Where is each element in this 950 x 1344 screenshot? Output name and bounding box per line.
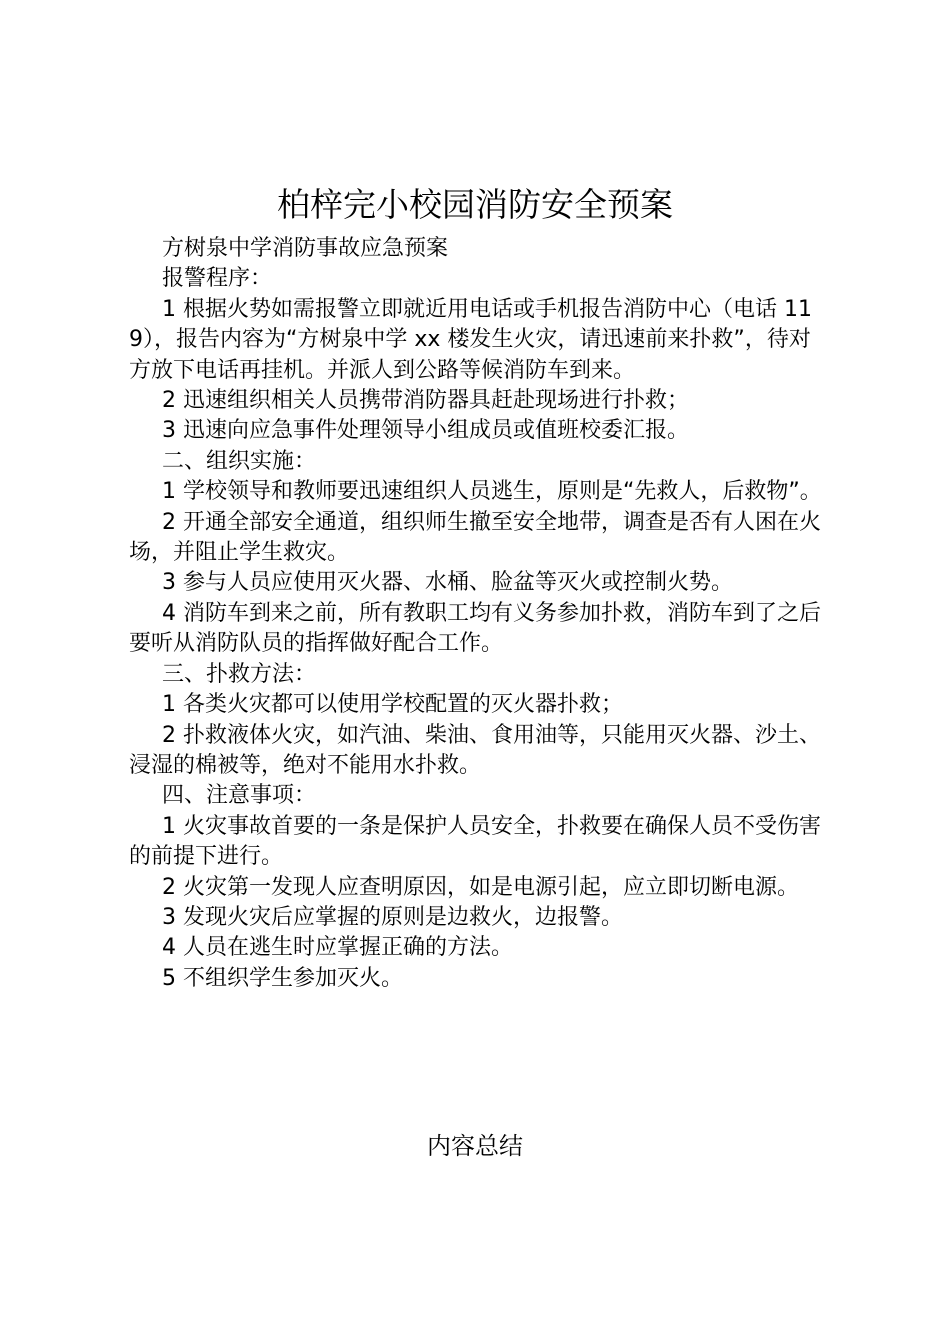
section-heading-rescue: 三、扑救方法： bbox=[162, 661, 317, 687]
document-body bbox=[129, 234, 829, 994]
paragraph: 5 不组织学生参加灭火。 bbox=[162, 965, 403, 991]
paragraph: 2 扑救液体火灾，如汽油、柴油、食用油等，只能用灭火器、沙土、浸湿的棉被等，绝对不能用水扑救。 bbox=[129, 722, 821, 778]
section-heading-notes: 四、注意事项： bbox=[162, 783, 317, 809]
paragraph: 1 根据火势如需报警立即就近用电话或手机报告消防中心（电话 119），报告内容为“方树泉中学 xx 楼发生火灾，请迅速前来扑救”，待对方放下电话再挂机。并派人到公路等候消防车到来。 bbox=[129, 296, 812, 383]
paragraph: 4 消防车到来之前，所有教职工均有义务参加扑救，消防车到了之后要听从消防队员的指挥做好配合工作。 bbox=[129, 600, 821, 657]
paragraph: 3 参与人员应使用灭火器、水桶、脸盆等灭火或控制火势。 bbox=[162, 570, 733, 596]
section-heading-organize: 二、组织实施： bbox=[162, 448, 317, 474]
section-heading-alarm: 报警程序： bbox=[162, 266, 273, 292]
paragraph: 2 开通全部安全通道，组织师生撤至安全地带，调查是否有人困在火场，并阻止学生救灾。 bbox=[129, 509, 821, 566]
paragraph: 1 火灾事故首要的一条是保护人员安全，扑救要在确保人员不受伤害的前提下进行。 bbox=[129, 813, 821, 870]
paragraph: 1 学校领导和教师要迅速组织人员逃生，原则是“先救人，后救物”。 bbox=[162, 479, 822, 505]
summary-heading: 内容总结 bbox=[427, 1132, 523, 1160]
paragraph: 4 人员在逃生时应掌握正确的方法。 bbox=[162, 935, 513, 961]
subtitle-paragraph: 方树泉中学消防事故应急预案 bbox=[162, 236, 449, 261]
paragraph: 3 发现火灾后应掌握的原则是边救火，边报警。 bbox=[162, 904, 623, 930]
paragraph: 1 各类火灾都可以使用学校配置的灭火器扑救； bbox=[162, 692, 623, 718]
paragraph: 2 迅速组织相关人员携带消防器具赶赴现场进行扑救； bbox=[162, 388, 689, 414]
paragraph: 3 迅速向应急事件处理领导小组成员或值班校委汇报。 bbox=[162, 418, 689, 444]
document-title: 柏梓完小校园消防安全预案 bbox=[277, 185, 673, 224]
paragraph: 2 火灾第一发现人应查明原因，如是电源引起，应立即切断电源。 bbox=[162, 874, 799, 900]
